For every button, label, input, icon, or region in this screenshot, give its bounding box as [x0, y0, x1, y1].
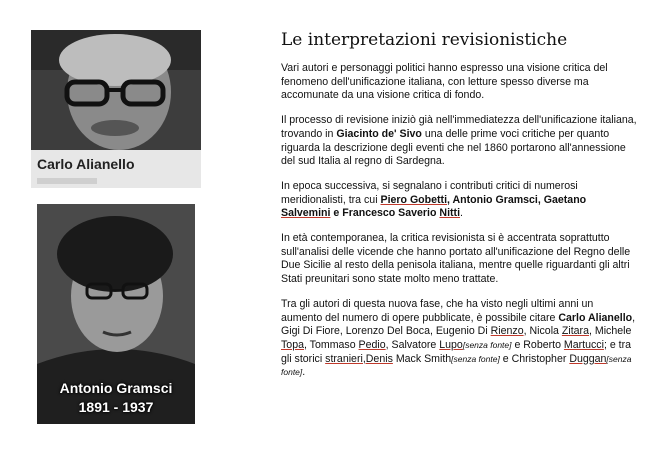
link-martucci[interactable]: Martucci	[563, 338, 604, 351]
link-zitara[interactable]: Zitara	[561, 325, 589, 338]
caption-subtext-cropped	[37, 178, 97, 184]
link-topa[interactable]: Topa	[281, 338, 304, 351]
paragraph-5: Tra gli autori di questa nuova fase, che ha visto negli ultimi anni un aumento del numero di opere pubblicate, è possibile citare Carlo Alianello, Gigi Di Fiore, Lorenzo Del Boca, Eugenio Di Rienzo, Nicola Zitara, Michele Topa, Tommaso Pedio, Salvatore Lupo[senza fonte] e Roberto Martucci; e tra gli storici stranieri,Denis Mack Smith[senza fonte] e Christopher Duggan[senza fonte].	[281, 297, 636, 379]
paragraph-4: In età contemporanea, la critica revisionista si è accentrata soprattutto sull'analisi delle vicende che hanno portato all'unificazione del Regno delle Due Sicilie al resto della penisola italiana, mentre quelle riguardanti gli altri Stati preunitari sono state molto meno trattate.	[281, 232, 631, 286]
link-giacinto-de-sivo[interactable]: Giacinto de' Sivo	[336, 127, 422, 140]
link-carlo-alianello[interactable]: Carlo Alianello	[558, 311, 633, 324]
link-lupo[interactable]: Lupo	[439, 338, 463, 351]
photo-caption-years: 1891 - 1937	[78, 399, 154, 415]
photo-antonio-gramsci	[37, 204, 195, 424]
caption-bar	[31, 150, 201, 188]
paragraph-3: In epoca successiva, si segnalano i contributi critici di numerosi meridionalisti, tra cui Piero Gobetti, Antonio Gramsci, Gaetano Salvemini e Francesco Saverio Nitti.	[281, 179, 587, 220]
photo-carlo-alianello	[31, 30, 201, 188]
portrait-alianello-image	[31, 30, 201, 150]
paragraph-1: Vari autori e personaggi politici hanno espresso una visione critica del fenomeno dell'unificazione italiana, con letture spesso diverse ma accomunate da una visione critica di fondo.	[281, 62, 608, 102]
link-piero-gobetti[interactable]: Piero Gobetti	[380, 193, 448, 206]
link-stranieri-denis[interactable]: stranieri,Denis	[325, 352, 393, 365]
citation-needed-2[interactable]: [senza fonte]	[451, 353, 500, 364]
article	[281, 30, 637, 391]
photo-caption: Carlo Alianello	[37, 156, 135, 172]
photo-caption-name: Antonio Gramsci	[59, 380, 173, 396]
citation-needed-1[interactable]: [senza fonte]	[462, 339, 512, 350]
link-salvemini[interactable]: Salvemini	[281, 207, 331, 220]
link-duggan[interactable]: Duggan	[569, 352, 607, 365]
link-nitti[interactable]: Nitti	[439, 207, 461, 220]
section-title: Le interpretazioni revisionistiche	[281, 30, 568, 50]
paragraph-2: Il processo di revisione iniziò già nell'immediatezza dell'unificazione italiana, trovando in Giacinto de' Sivo una delle prime voci critiche per quanto riguarda la descrizione degli eventi che nel 1860 portarono all'annessione del sud Italia al regno di Sardegna.	[281, 114, 637, 168]
link-rienzo[interactable]: Rienzo	[490, 325, 524, 338]
link-pedio[interactable]: Pedio	[358, 338, 386, 351]
citation-needed-3[interactable]: [senza fonte]	[281, 353, 632, 378]
